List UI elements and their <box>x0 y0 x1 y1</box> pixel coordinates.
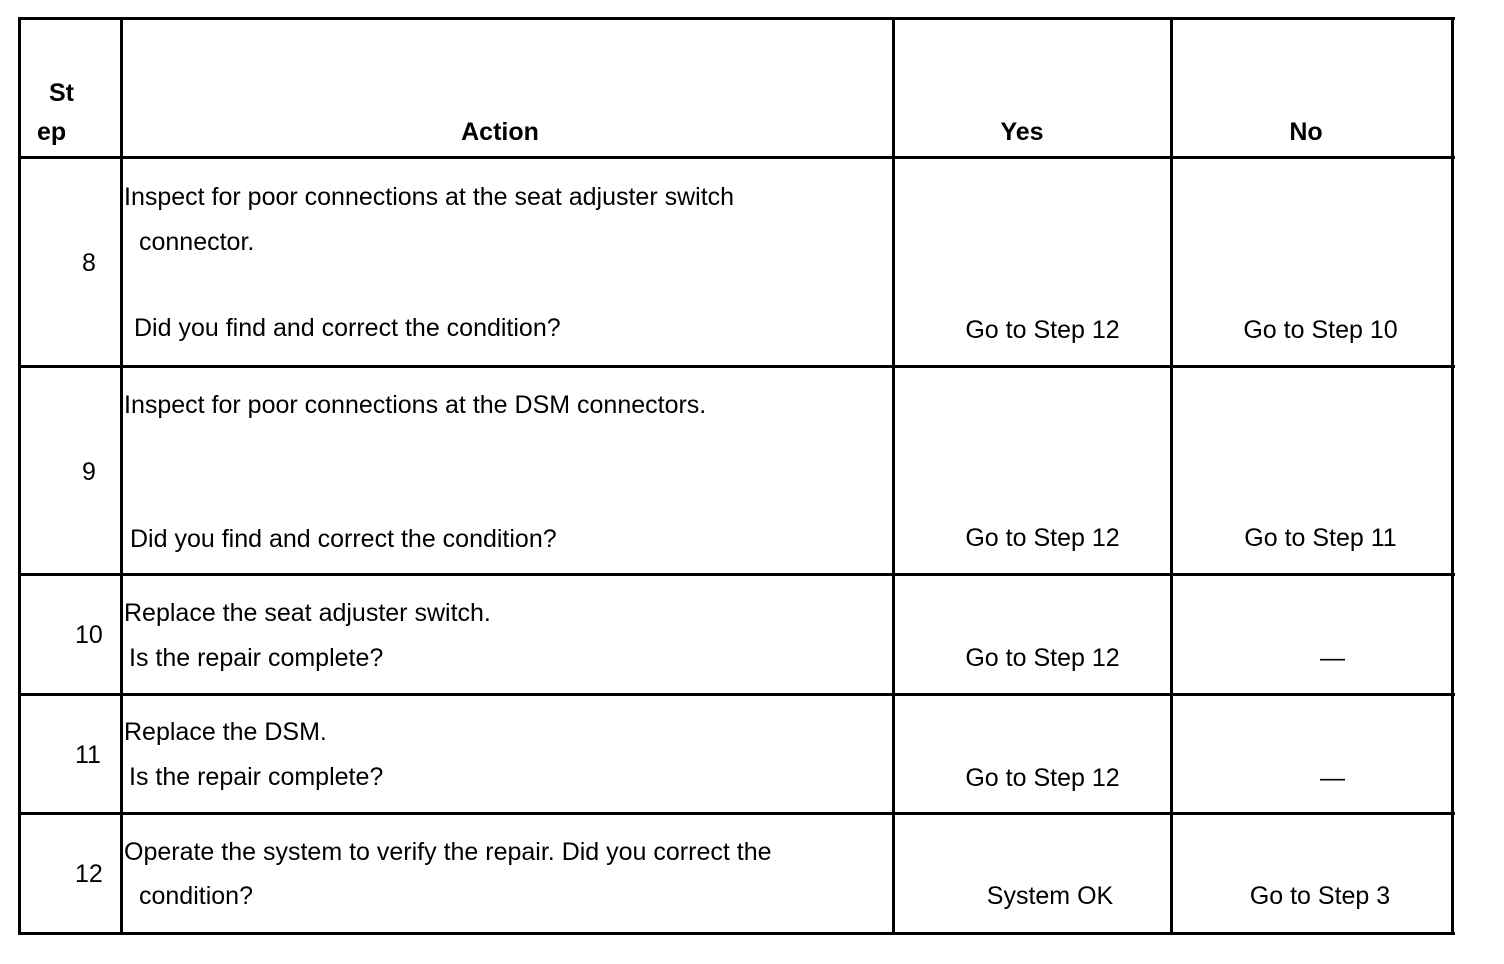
header-no: No <box>1289 118 1323 146</box>
no-result: — <box>1320 764 1345 792</box>
action-text: Inspect for poor connections at the seat adjuster switch <box>124 183 735 211</box>
step-number: 9 <box>82 458 96 486</box>
row-divider <box>18 693 1455 696</box>
no-result: Go to Step 11 <box>1244 524 1397 552</box>
action-question: Is the repair complete? <box>129 644 384 672</box>
header-action: Action <box>461 118 539 146</box>
action-text: Replace the DSM. <box>124 718 327 746</box>
header-step-line1: St <box>49 79 74 107</box>
header-yes: Yes <box>1000 118 1044 146</box>
column-divider <box>892 17 895 935</box>
no-result: Go to Step 10 <box>1243 316 1398 344</box>
table-border-left <box>18 17 21 935</box>
action-text: Replace the seat adjuster switch. <box>124 599 491 627</box>
action-text: Inspect for poor connections at the DSM connectors. <box>124 391 707 419</box>
step-number: 12 <box>75 860 103 888</box>
step-number: 11 <box>75 741 101 769</box>
yes-result: Go to Step 12 <box>965 524 1120 552</box>
column-divider <box>1170 17 1173 935</box>
action-text: connector. <box>139 228 255 256</box>
yes-result: System OK <box>986 882 1114 910</box>
step-number: 10 <box>75 621 103 649</box>
row-divider <box>18 812 1455 815</box>
no-result: Go to Step 3 <box>1249 882 1391 910</box>
yes-result: Go to Step 12 <box>965 644 1120 672</box>
table-border-bottom <box>18 932 1455 935</box>
action-text: Operate the system to verify the repair. Did you correct the <box>124 838 772 866</box>
table-border-top <box>18 17 1455 20</box>
action-question: Did you find and correct the condition? <box>130 525 557 553</box>
step-number: 8 <box>82 249 96 277</box>
action-question: Is the repair complete? <box>129 763 384 791</box>
row-divider <box>18 573 1455 576</box>
header-step-line2: ep <box>37 118 67 146</box>
yes-result: Go to Step 12 <box>965 316 1120 344</box>
action-question: Did you find and correct the condition? <box>134 314 561 342</box>
yes-result: Go to Step 12 <box>965 764 1120 792</box>
row-divider <box>18 365 1455 368</box>
no-result: — <box>1320 644 1345 672</box>
header-divider <box>18 156 1455 159</box>
action-text: condition? <box>139 882 253 910</box>
table-border-right <box>1451 17 1454 935</box>
column-divider <box>120 17 123 935</box>
